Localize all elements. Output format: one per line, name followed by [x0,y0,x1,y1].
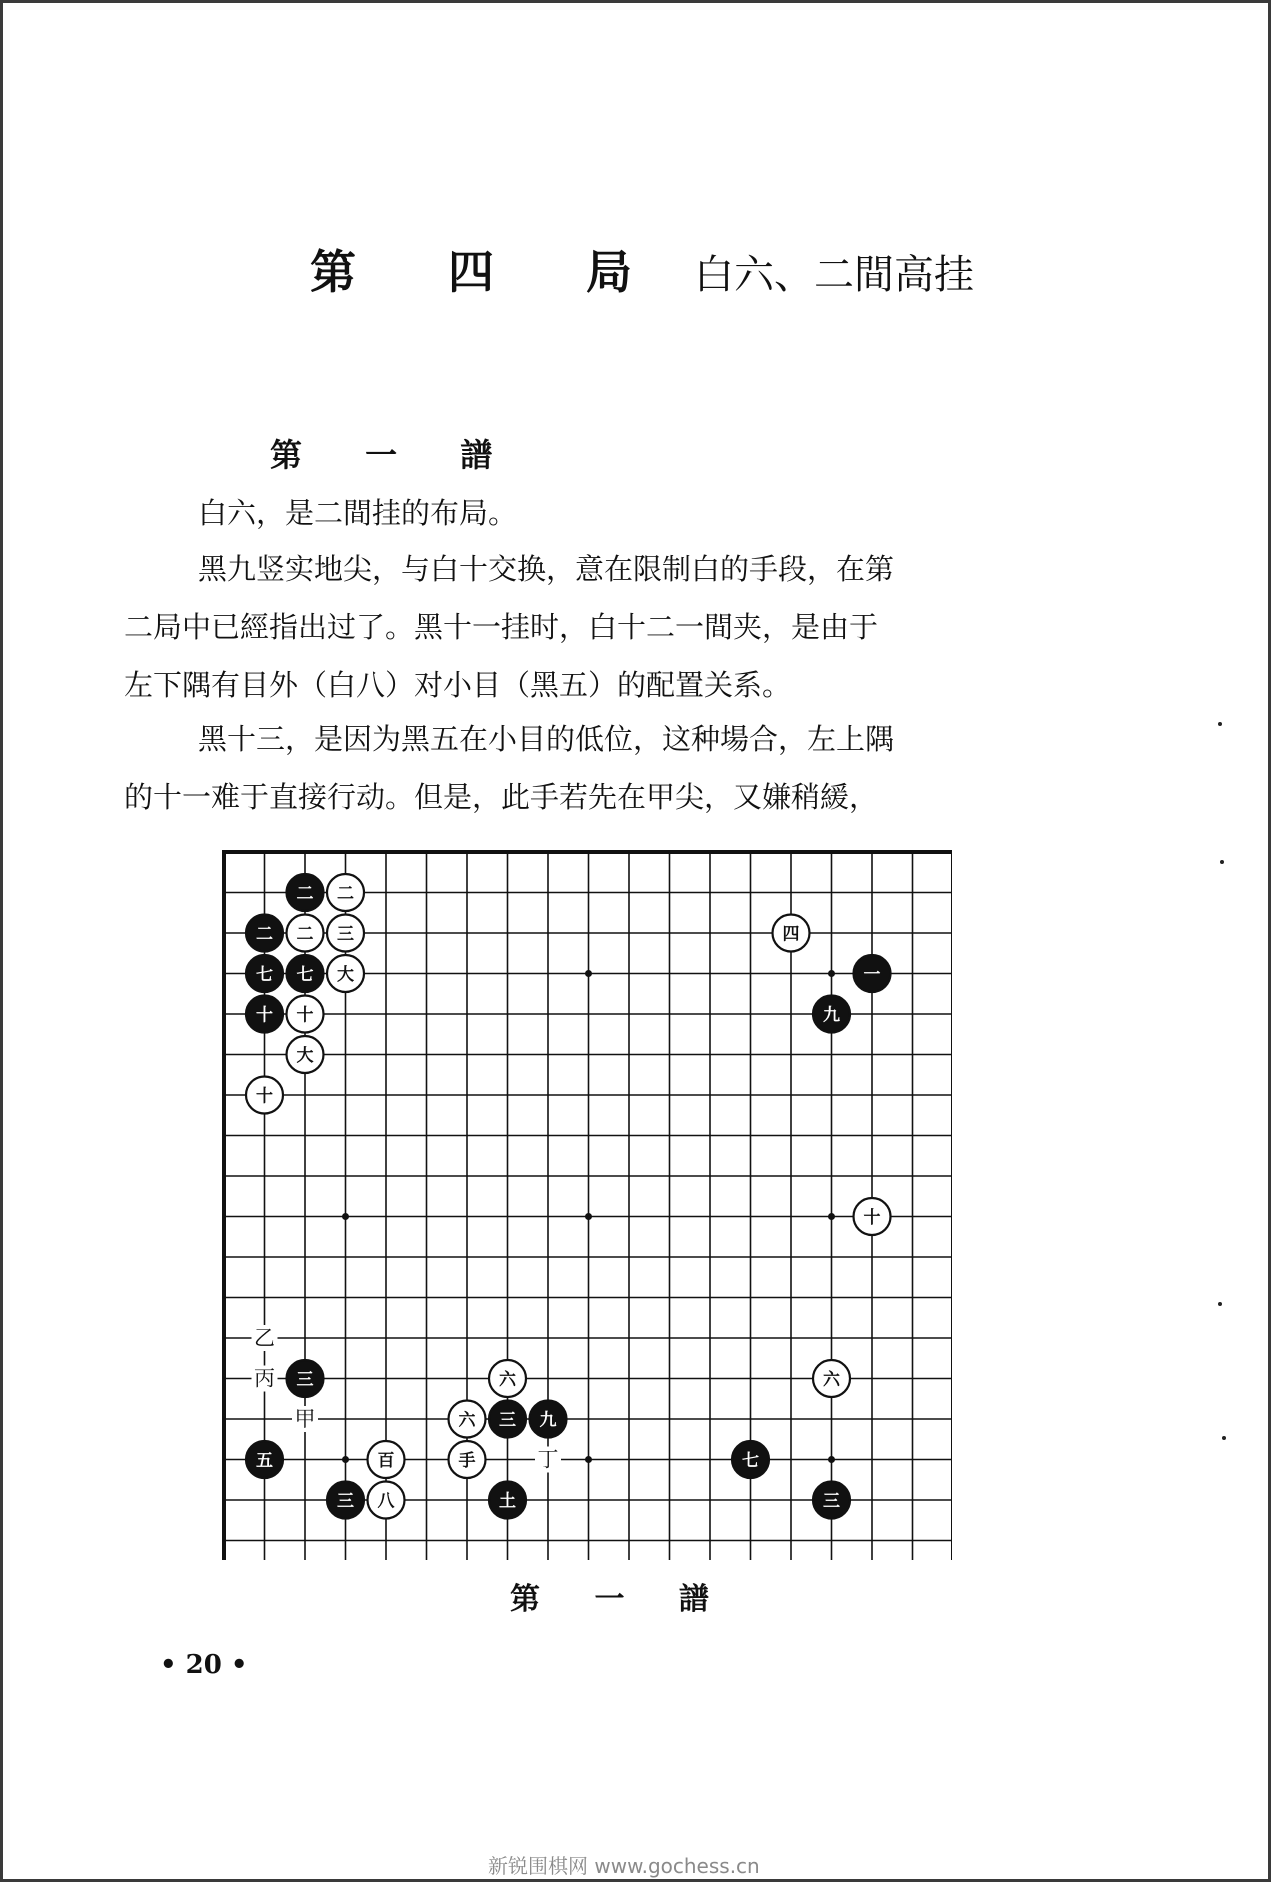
stone-number: 六 [458,1410,476,1431]
paragraph-line: 左下隅有目外（白八）对小目（黑五）的配置关系。 [124,668,792,702]
stone-number: 十 [256,1086,273,1107]
stone-number: 大 [296,1046,314,1066]
paragraph-line: 白六，是二間挂的布局。 [198,496,518,530]
go-board-diagram [216,844,952,1560]
paragraph-2 [124,540,1074,714]
stone-number: 二 [256,924,273,945]
stone-number: 三 [337,1491,354,1512]
star-point [585,1213,592,1220]
section-heading: 第 一 譜 [270,436,519,474]
chapter-subtitle: 白六、二間高挂 [694,252,975,298]
board-mark-label: 乙 [254,1326,275,1350]
chapter-title [310,236,974,302]
diagram-caption: 第 一 譜 [510,1582,731,1617]
stone-number: 六 [823,1370,840,1390]
stone-number: 二 [337,884,354,904]
stone-number: 七 [256,965,273,985]
board-mark-label: 丁 [537,1447,559,1472]
paragraph-line: 二局中已經指出过了。黑十一挂时，白十二一間夹，是由于 [124,610,879,644]
board-mark-label: 丙 [254,1366,275,1391]
paragraph-line: 的十一难于直接行动。但是，此手若先在甲尖，又嫌稍緩， [124,780,879,814]
paragraph-1 [124,484,1074,542]
stone-number: 十 [296,1005,314,1026]
stone-number: 土 [499,1491,516,1512]
stone-number: 十 [256,1005,273,1026]
stone-number: 四 [782,924,800,945]
star-point [828,1456,835,1463]
stone-number: 手 [458,1451,476,1471]
star-point [828,1213,835,1220]
stone-number: 九 [539,1410,557,1431]
scan-speck [1220,860,1224,864]
star-point [585,970,592,977]
stone-number: 二 [296,884,314,904]
stone-number: 三 [499,1410,516,1431]
paragraph-3 [124,710,1074,826]
stone-number: 百 [377,1451,395,1471]
stone-number: 三 [823,1491,840,1512]
stone-number: 大 [337,965,354,985]
star-point [585,1456,592,1463]
scan-speck [1218,722,1222,726]
stone-number: 三 [337,924,354,945]
board-mark-label: 甲 [294,1407,316,1431]
star-point [342,1213,349,1220]
page-number: • 20 • [160,1650,248,1680]
stone-number: 五 [256,1451,273,1471]
star-point [342,1456,349,1463]
scan-speck [1218,1302,1222,1306]
stone-number: 三 [296,1370,314,1390]
chapter-label: 第 四 局 [310,245,671,299]
stone-number: 十 [863,1208,881,1228]
stone-number: 九 [823,1005,840,1026]
stone-number: 二 [296,924,314,945]
star-point [828,970,835,977]
stone-number: 七 [742,1451,759,1471]
stone-number: 一 [863,965,881,985]
stone-number: 八 [377,1491,395,1512]
stone-number: 七 [296,965,314,985]
stone-number: 六 [499,1370,516,1390]
paragraph-line: 黑九竖实地尖，与白十交换，意在限制白的手段，在第 [198,552,895,586]
scan-speck [1222,1436,1226,1440]
watermark: 新锐围棋网 www.gochess.cn [488,1854,760,1878]
paragraph-line: 黑十三，是因为黑五在小目的低位，这种場合，左上隅 [198,722,895,756]
